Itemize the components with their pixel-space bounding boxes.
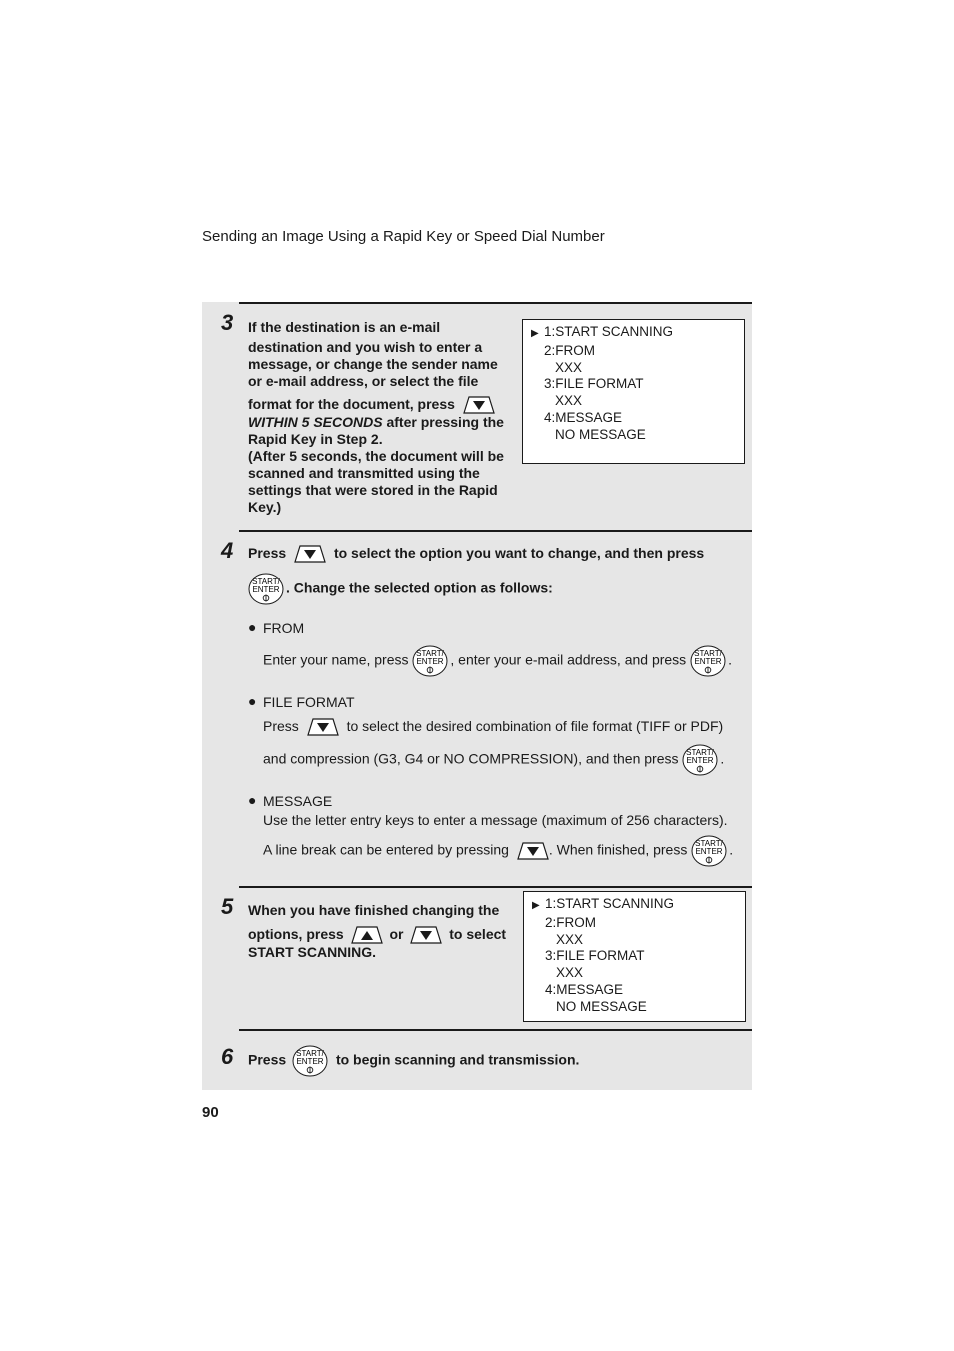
step3-line — [248, 396, 516, 414]
instruction-text: , enter your e-mail address, and press — [450, 651, 687, 668]
start-enter-key-icon — [691, 835, 729, 867]
bullet: ● — [248, 792, 257, 808]
step-number: 6 — [221, 1044, 234, 1069]
step3-line-text: format for the document, press — [248, 396, 455, 412]
step4-text: to select the option you want to change, and then press — [333, 545, 705, 561]
display-line — [531, 343, 744, 360]
instruction-text: . — [720, 750, 725, 767]
step5-line: START SCANNING. — [248, 944, 377, 961]
display-text: XXX — [555, 393, 583, 409]
step3-line: or e-mail address, or select the file — [248, 373, 479, 389]
cursor-arrow-icon: ▶ — [531, 328, 539, 339]
emphasis-text: WITHIN 5 SECONDS — [248, 414, 383, 431]
instruction-text: . When finished, press — [548, 841, 688, 858]
msg-instruction: Use the letter entry keys to enter a message (maximum of 256 characters). — [263, 812, 728, 828]
svg-text:START/: START/ — [695, 839, 724, 848]
step-number: 5 — [221, 894, 234, 919]
display-text: 3:FILE FORMAT — [544, 376, 644, 392]
step3-line: destination and you wish to enter a — [248, 339, 483, 355]
display-line — [532, 965, 745, 982]
svg-text:ENTER: ENTER — [416, 657, 444, 666]
step3-text — [248, 319, 516, 516]
instruction-text: . — [729, 841, 734, 858]
page-number: 90 — [202, 1104, 219, 1121]
display-text: 3:FILE FORMAT — [545, 948, 645, 964]
instruction-text: A line break can be entered by pressing — [263, 841, 509, 858]
up-arrow-key-icon — [351, 926, 383, 944]
option-label: MESSAGE — [263, 793, 333, 809]
down-arrow-key-icon — [517, 842, 549, 860]
bullet: ● — [248, 619, 257, 635]
step3-line: (After 5 seconds, the document will be — [248, 448, 504, 465]
start-enter-key-icon — [248, 573, 286, 605]
down-arrow-key-icon — [463, 396, 495, 414]
display-text: XXX — [556, 931, 584, 947]
lcd-display — [523, 891, 746, 1022]
svg-text:ENTER: ENTER — [296, 1057, 324, 1066]
display-text: NO MESSAGE — [556, 998, 647, 1014]
start-enter-key-icon — [412, 645, 450, 677]
step3-line: scanned and transmitted using the — [248, 465, 480, 482]
step4-text: Press — [248, 545, 287, 561]
display-text: 4:MESSAGE — [545, 981, 624, 997]
step3-line-text: after pressing the — [382, 414, 504, 431]
display-line — [532, 896, 745, 915]
svg-text:ENTER: ENTER — [694, 657, 722, 666]
display-line — [531, 324, 744, 343]
from-instruction — [263, 645, 732, 677]
step5-line: When you have finished changing the — [248, 902, 500, 918]
start-enter-key-icon — [682, 744, 720, 776]
step5-text — [248, 902, 516, 961]
step5-text-part: options, press — [248, 926, 344, 942]
step-number: 3 — [221, 310, 234, 335]
down-arrow-key-icon — [410, 926, 442, 944]
step5-line — [248, 926, 516, 944]
display-line — [532, 999, 745, 1016]
display-line — [532, 915, 745, 932]
display-text: 1:START SCANNING — [544, 324, 674, 339]
start-enter-key — [249, 574, 283, 604]
display-text: NO MESSAGE — [555, 426, 646, 442]
step-divider — [239, 886, 752, 888]
instruction-text: to select the desired combination of file format (TIFF or PDF) — [346, 718, 724, 734]
instruction-text: and compression (G3, G4 or NO COMPRESSION), and then press — [263, 750, 679, 767]
display-line — [532, 932, 745, 949]
step-divider — [239, 530, 752, 532]
display-text: 2:FROM — [544, 342, 596, 358]
option-label: FILE FORMAT — [263, 694, 355, 710]
step3-line: Rapid Key in Step 2. — [248, 431, 383, 448]
step3-line: settings that were stored in the Rapid — [248, 482, 498, 499]
svg-text:START/: START/ — [296, 1049, 324, 1058]
down-arrow-key-icon — [294, 545, 326, 563]
start-enter-key-icon — [292, 1045, 330, 1077]
display-text: 2:FROM — [545, 914, 597, 930]
step3-line — [248, 414, 516, 431]
svg-text:START/: START/ — [686, 748, 715, 757]
step-number: 4 — [221, 538, 234, 563]
step5-text-part: or — [389, 926, 404, 942]
down-arrow-key-icon — [307, 718, 339, 736]
display-line — [531, 427, 744, 444]
svg-text:START/: START/ — [252, 577, 280, 586]
step3-line: Key.) — [248, 499, 282, 516]
display-line — [531, 360, 744, 377]
lcd-display — [522, 319, 745, 464]
step3-line: message, or change the sender name — [248, 356, 498, 372]
svg-text:ENTER: ENTER — [695, 847, 723, 856]
svg-text:ENTER: ENTER — [252, 585, 280, 594]
display-line — [532, 948, 745, 965]
cursor-arrow-icon: ▶ — [532, 900, 540, 911]
instruction-text: Press — [263, 718, 299, 734]
step4-line — [248, 545, 704, 563]
display-line — [532, 982, 745, 999]
step3-line: If the destination is an e-mail — [248, 319, 441, 335]
bullet: ● — [248, 693, 257, 709]
display-line — [531, 393, 744, 410]
display-text: 1:START SCANNING — [545, 896, 675, 911]
ff-instruction — [263, 718, 723, 736]
step6-text: to begin scanning and transmission. — [335, 1051, 580, 1068]
step5-text-part: to select — [449, 926, 507, 942]
ff-instruction — [263, 744, 724, 776]
instruction-text: Enter your name, press — [263, 651, 409, 668]
instruction-text: . — [728, 651, 732, 668]
page-header: Sending an Image Using a Rapid Key or Speed Dial Number — [202, 228, 605, 245]
display-line — [531, 410, 744, 427]
display-text: 4:MESSAGE — [544, 409, 623, 425]
svg-text:START/: START/ — [416, 649, 445, 658]
display-text: XXX — [556, 965, 584, 981]
svg-text:START/: START/ — [694, 649, 722, 658]
step-divider — [239, 1029, 752, 1031]
display-line — [531, 376, 744, 393]
start-enter-key-icon — [690, 645, 728, 677]
msg-instruction — [263, 835, 733, 867]
svg-text:ENTER: ENTER — [686, 756, 714, 765]
step4-line — [248, 573, 553, 605]
display-text: XXX — [555, 359, 583, 375]
step4-text: . Change the selected option as follows: — [286, 579, 553, 596]
option-label: FROM — [263, 620, 305, 636]
step-divider — [239, 302, 752, 304]
step6-line — [248, 1045, 579, 1077]
step6-text: Press — [248, 1051, 287, 1068]
